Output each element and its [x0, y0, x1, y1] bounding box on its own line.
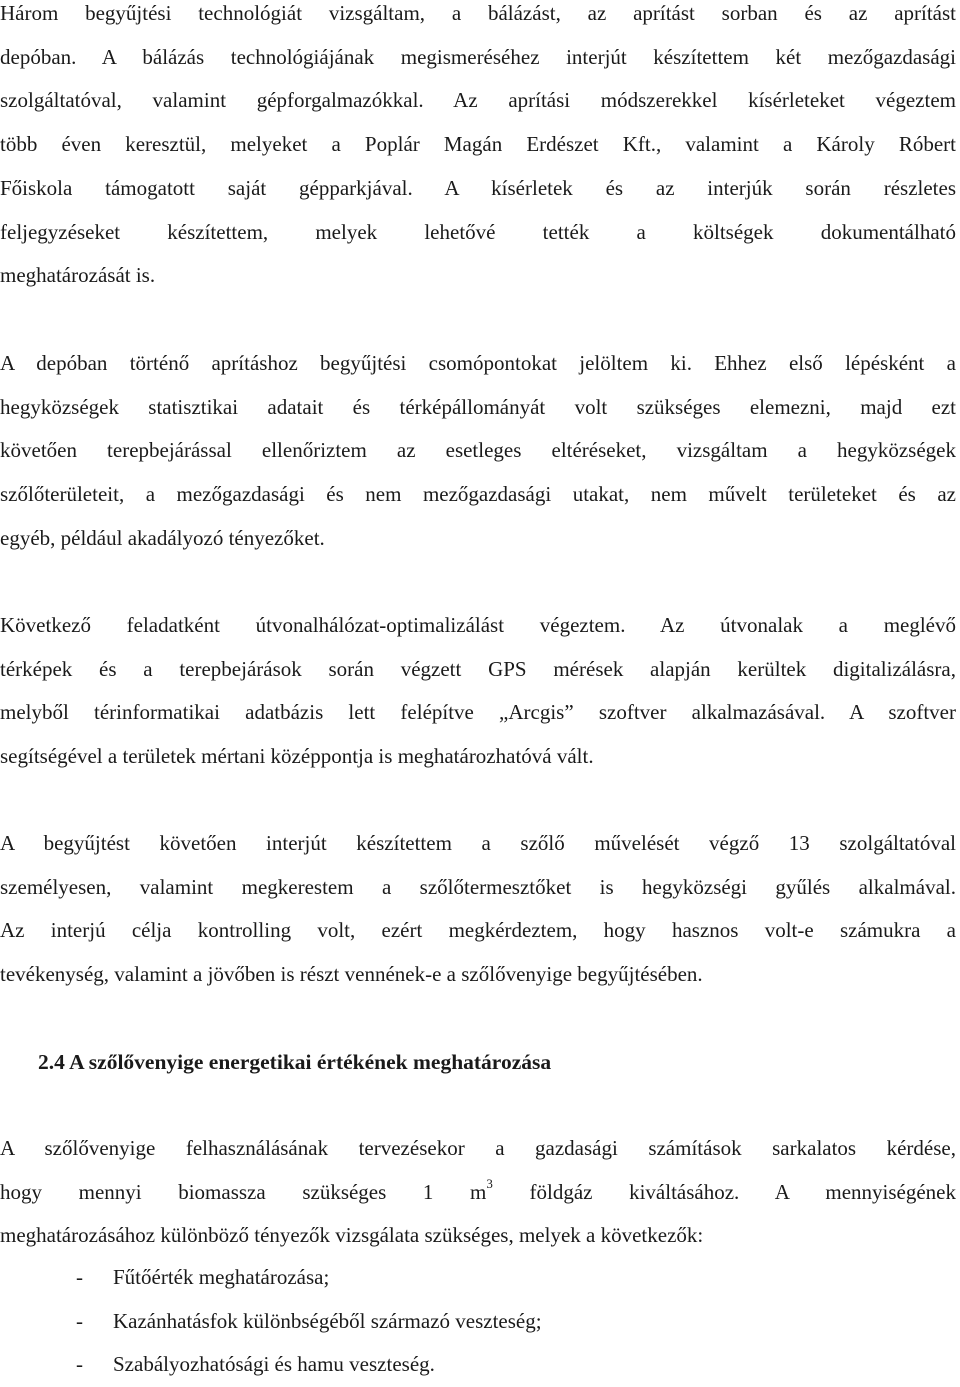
text-line: egyéb, például akadályozó tényezőket.: [0, 525, 325, 550]
list-item: [0, 1343, 542, 1387]
list-dash: -: [76, 1308, 83, 1333]
text-line: meghatározását is.: [0, 263, 156, 288]
paragraph-interviews: [0, 822, 956, 997]
text-line: személyesen, valamint megkerestem a szőlőtermesztőket is hegyközségi gyűlés alkalmával.: [0, 874, 956, 899]
paragraph-depot-nodes: [0, 342, 956, 561]
text-line: térképek és a terepbejárások során végzett GPS mérések alapján kerültek digitalizálásra,: [0, 656, 956, 681]
text-line: A depóban történő aprításhoz begyűjtési csomópontokat jelöltem ki. Ehhez első lépésként a: [0, 351, 956, 375]
list-item: [0, 1300, 542, 1344]
list-item-text: Kazánhatásfok különbségéből származó veszteség;: [113, 1308, 542, 1333]
text-line: több éven keresztül, melyeket a Poplár Magán Erdészet Kft., valamint a Károly Róbert: [0, 132, 956, 157]
paragraph-route-optimization: [0, 604, 956, 779]
text-line-with-superscript: [0, 1171, 956, 1215]
paragraph-energy-value: [0, 1127, 956, 1258]
paragraph-collection-methods: [0, 0, 956, 298]
text-line: feljegyzéseket készítettem, melyek lehetővé tették a költségek dokumentálható: [0, 219, 956, 244]
superscript-exponent: 3: [486, 1175, 493, 1191]
section-heading: 2.4 A szőlővenyige energetikai értékének meghatározása: [38, 1050, 552, 1074]
text-line: Az interjú célja kontrolling volt, ezért megkérdeztem, hogy hasznos volt-e számukra a: [0, 918, 956, 943]
list-item-text: Fűtőérték meghatározása;: [113, 1265, 330, 1289]
text-line: szőlőterületeit, a mezőgazdasági és nem mezőgazdasági utakat, nem művelt területeket és az: [0, 482, 956, 507]
text-line: A szőlővenyige felhasználásának tervezésekor a gazdasági számítások sarkalatos kérdése,: [0, 1136, 956, 1160]
text-line: Három begyűjtési technológiát vizsgáltam, a bálázást, az aprítást sorban és az aprítást: [0, 1, 956, 25]
text-line: tevékenység, valamint a jövőben is részt vennének-e a szőlővenyige begyűjtésében.: [0, 962, 703, 987]
text-fragment: hogy mennyi biomassza szükséges 1 m: [0, 1179, 487, 1204]
list-dash: -: [76, 1265, 83, 1289]
text-line: segítségével a területek mértani középpontja is meghatározhatóvá vált.: [0, 744, 594, 769]
factor-list: [0, 1256, 542, 1387]
text-line: Főiskola támogatott saját gépparkjával. A kísérletek és az interjúk során részletes: [0, 175, 956, 200]
text-line: meghatározásához különböző tényezők vizsgálata szükséges, melyek a következők:: [0, 1223, 704, 1248]
list-item-text: Szabályozhatósági és hamu veszteség.: [113, 1352, 435, 1377]
text-line: melyből térinformatikai adatbázis lett felépítve „Arcgis” szoftver alkalmazásával. A szoftver: [0, 700, 956, 725]
text-line: depóban. A bálázás technológiájának megismeréséhez interjút készítettem két mezőgazdasági: [0, 44, 956, 69]
text-line: Következő feladatként útvonalhálózat-optimalizálást végeztem. Az útvonalak a meglévő: [0, 613, 956, 637]
list-item: [0, 1256, 542, 1300]
text-line: A begyűjtést követően interjút készítettem a szőlő művelését végző 13 szolgáltatóval: [0, 831, 956, 855]
text-fragment: földgáz kiváltásához. A mennyiségének: [492, 1179, 956, 1204]
text-line: hegyközségek statisztikai adatait és térképállományát volt szükséges elemezni, majd ezt: [0, 394, 956, 419]
text-line: követően terepbejárással ellenőriztem az esetleges eltéréseket, vizsgáltam a hegyközségek: [0, 438, 956, 463]
list-dash: -: [76, 1352, 83, 1377]
text-line: szolgáltatóval, valamint gépforgalmazókkal. Az aprítási módszerekkel kísérleteket végeztem: [0, 88, 956, 113]
